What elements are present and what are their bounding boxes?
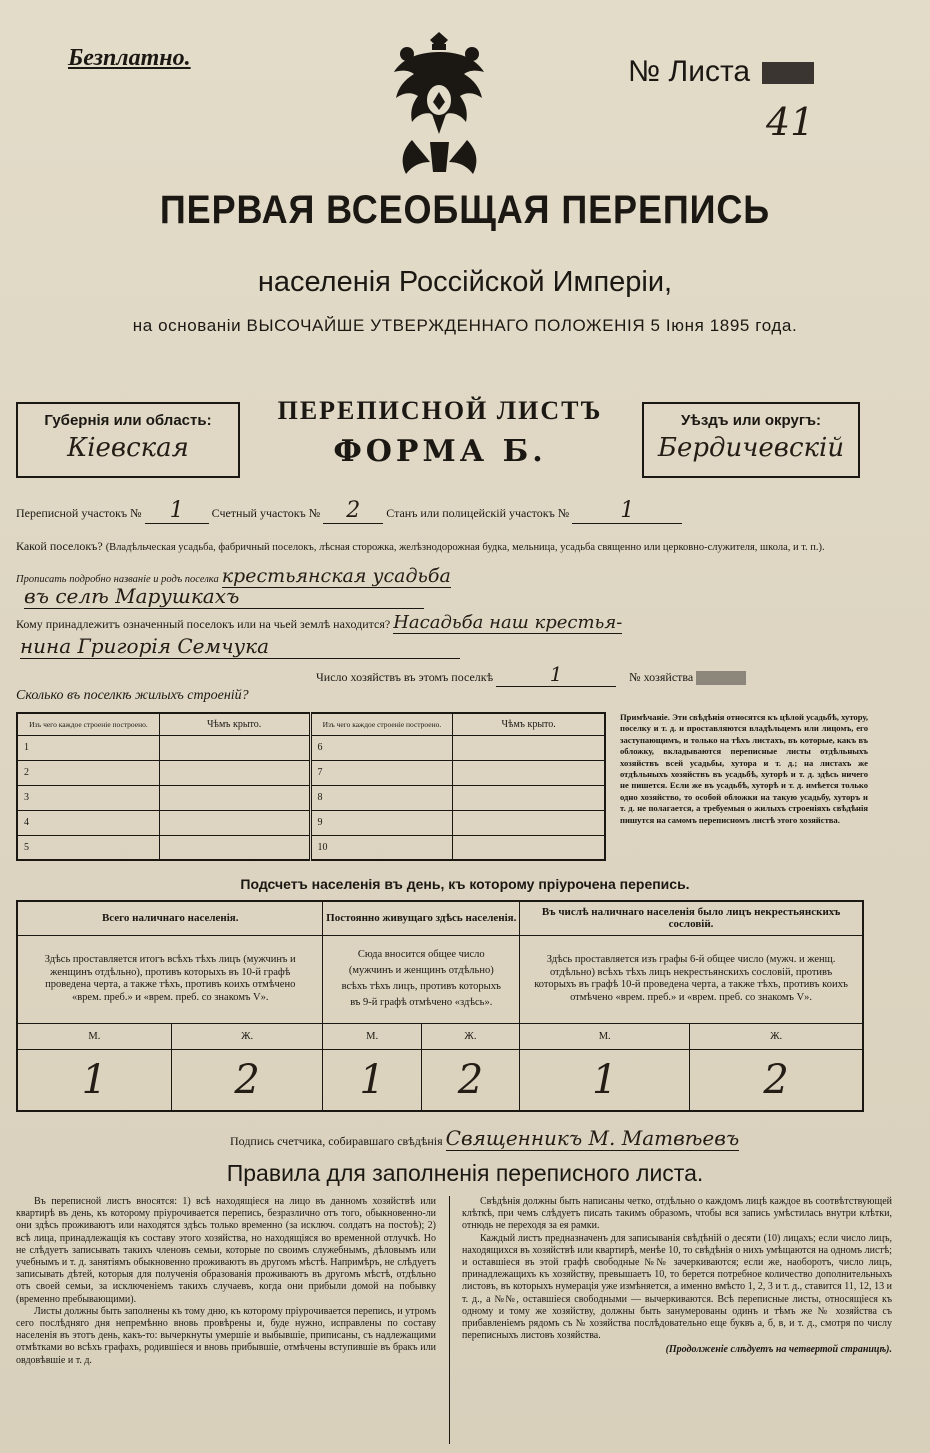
population-col1-head: Всего наличнаго населенія. bbox=[17, 901, 323, 935]
document-basis-line: на основаніи ВЫСОЧАЙШЕ УТВЕРЖДЕННАГО ПОЛОЖЕНІЯ 5 Іюня 1895 года. bbox=[132, 316, 798, 335]
rules-right-column bbox=[462, 1196, 892, 1357]
sheet-number bbox=[628, 55, 814, 89]
owner-value-2: нина Григорія Семчука bbox=[20, 634, 460, 659]
population-col2-text: Сюда вносится общее число (мужчинъ и женщинъ отдѣльно) всѣхъ тѣхъ лицъ, противъ которыхъ въ 9-й графѣ отмѣчено «здѣсь». bbox=[323, 935, 520, 1023]
settlement-instruction: Прописать подробно названіе и родъ поселка bbox=[16, 574, 219, 585]
household-number-stamp bbox=[696, 671, 746, 685]
governorate-label: Губернія или область: bbox=[44, 412, 212, 429]
owner-row bbox=[16, 612, 866, 633]
population-col2-head: Постоянно живущаго здѣсь населенія. bbox=[323, 901, 520, 935]
buildings-row: 4 9 bbox=[17, 810, 605, 835]
buildings-row: 5 10 bbox=[17, 835, 605, 860]
population-heading: Подсчетъ населенія въ день, къ которому пріурочена перепись. bbox=[240, 876, 690, 892]
signature-value: Священникъ М. Матвѣевъ bbox=[445, 1126, 740, 1150]
rules-right-paragraph-1: Свѣдѣнія должны быть написаны четко, отдѣльно о каждомъ лицѣ каждое въ соотвѣтствующей клѣткѣ, при чемъ слѣдуетъ писать такимъ образомъ, чтобы вся запись умѣстилась внутри клѣтки, отнюдь не переходя за ея рамки. bbox=[462, 1196, 892, 1232]
buildings-col-material-2: Изъ чего каждое строеніе построено. bbox=[310, 713, 453, 735]
signature-label: Подпись счетчика, собиравшаго свѣдѣнія bbox=[230, 1134, 443, 1148]
population-col3-text: Здѣсь проставляется изъ графы 6-й общее число (мужч. и женщ. отдѣльно) всѣхъ тѣхъ лицъ некрестьянскихъ сословій, противъ которыхъ въ графѣ 10-й проведена черта, а также тѣхъ, противъ коихъ отмѣчено «врем. преб.» и «врем. преб. со знакомъ V». bbox=[520, 935, 863, 1023]
settlement-value-1: крестьянская усадьба bbox=[221, 565, 451, 587]
free-label: Безплатно. bbox=[68, 45, 191, 71]
population-table bbox=[16, 900, 864, 1112]
households-value: 1 bbox=[496, 662, 616, 687]
settlement-question: Какой поселокъ? bbox=[16, 539, 103, 553]
rules-right-paragraph-2: Каждый листъ предназначенъ для записыванія свѣдѣній о десяти (10) лицахъ; если число лицъ, находящихся въ хозяйствѣ или квартирѣ, менѣе 10, то свѣдѣнія о нихъ умѣщаются на одномъ листѣ; и оставшіеся въ этой графѣ свободные №№ зачеркиваются; если же, наоборотъ, число лицъ, принадлежащихъ къ хозяйству, превышаетъ 10, то берется потребное количество дополнительныхъ листовъ, въ которыхъ нумерація уже измѣняется, а именно вмѣсто 1, 2, 3 и т. д., ставится 11, 12, 13 и т. д., а №№, оставшіеся свободными — вычеркиваются. Всѣ переписные листы, относящіеся къ одному и тому же хозяйству, должны быть занумерованы одинъ и тѣмъ же № хозяйства съ прибавленіемъ рядомъ съ № хозяйства послѣдовательно еще буквъ а, б, в, и т. д., смотря по числу переписныхъ листовъ хозяйства. bbox=[462, 1232, 892, 1342]
rules-left-column bbox=[16, 1196, 436, 1367]
governorate-value: Кіевская bbox=[67, 433, 189, 463]
owner-value-1: Насадьба наш крестья- bbox=[393, 612, 623, 633]
population-col3-f-value: 2 bbox=[690, 1049, 863, 1111]
buildings-question: Сколько въ поселкѣ жилыхъ строеній? bbox=[16, 688, 249, 703]
stan-label: Станъ или полицейскій участокъ № bbox=[386, 506, 570, 520]
count-district-value: 2 bbox=[323, 498, 383, 524]
document-title: ПЕРВАЯ ВСЕОБЩАЯ ПЕРЕПИСЬ bbox=[159, 188, 771, 232]
sheet-number-label: № Листа bbox=[628, 55, 751, 88]
population-col3-head: Въ числѣ наличнаго населенія было лицъ некрестьянскихъ сословій. bbox=[520, 901, 863, 935]
population-col2-m-label: М. bbox=[323, 1023, 421, 1049]
double-headed-eagle-emblem-icon bbox=[372, 30, 507, 185]
governorate-box bbox=[16, 402, 240, 478]
district-row bbox=[16, 498, 856, 524]
buildings-row: 2 7 bbox=[17, 760, 605, 785]
census-list-title: ПЕРЕПИСНОЙ ЛИСТЪ bbox=[277, 396, 603, 425]
population-col2-m-value: 1 bbox=[323, 1049, 421, 1111]
rules-divider bbox=[449, 1196, 450, 1444]
sheet-number-handwritten: 41 bbox=[766, 100, 815, 144]
population-col1-f-value: 2 bbox=[171, 1049, 323, 1111]
owner-question: Кому принадлежитъ означенный поселокъ или на чьей землѣ находится? bbox=[16, 617, 391, 631]
document-subtitle: населенія Россійской Имперіи, bbox=[257, 266, 673, 298]
population-col3-f-label: Ж. bbox=[690, 1023, 863, 1049]
buildings-row: 3 8 bbox=[17, 785, 605, 810]
rules-title: Правила для заполненія переписного листа. bbox=[226, 1160, 704, 1186]
household-number-label: № хозяйства bbox=[629, 670, 694, 684]
buildings-col-roof: Чѣмъ крыто. bbox=[159, 713, 310, 735]
buildings-row: 1 6 bbox=[17, 735, 605, 760]
census-district-label: Переписной участокъ № bbox=[16, 506, 142, 520]
population-col1-text: Здѣсь проставляется итогъ всѣхъ тѣхъ лицъ (мужчинъ и женщинъ отдѣльно), противъ которыхъ въ 10-й графѣ проведена черта, а также тѣхъ, противъ коихъ отмѣчено «врем. преб.» и «врем. преб. со знакомъ V». bbox=[17, 935, 323, 1023]
population-col3-m-value: 1 bbox=[520, 1049, 690, 1111]
form-b-title: ФОРМА Б. bbox=[333, 434, 547, 469]
rules-continued: (Продолженіе слѣдуетъ на четвертой страницѣ). bbox=[665, 1344, 892, 1356]
population-col3-m-label: М. bbox=[520, 1023, 690, 1049]
rules-left-paragraph-2: Листы должны быть заполнены къ тому дню, къ которому пріурочивается перепись, и утромъ сего послѣдняго дня непремѣнно вновь провѣрены и, буде нужно, исправлены по составу населенія въ этотъ день, какъ-то: вычеркнуты умершіе и выбывшіе, приписаны, съ надлежащими отмѣтками во всѣхъ графахъ, родившіеся и вновь прибывшіе, отмѣчены вступившіе въ бракъ или овдовѣвшіе и т. д. bbox=[16, 1305, 436, 1366]
note-head: Примѣчаніе. bbox=[620, 712, 670, 722]
population-col1-m-label: М. bbox=[17, 1023, 171, 1049]
buildings-table bbox=[16, 712, 606, 861]
households-label: Число хозяйствъ въ этомъ поселкѣ bbox=[316, 670, 494, 684]
uezd-value: Бердичевскій bbox=[657, 433, 845, 463]
buildings-note bbox=[620, 712, 868, 826]
population-col1-m-value: 1 bbox=[17, 1049, 171, 1111]
census-district-value: 1 bbox=[145, 498, 209, 524]
settlement-value-2: въ селѣ Марушкахъ bbox=[24, 584, 424, 609]
population-col2-f-label: Ж. bbox=[421, 1023, 519, 1049]
buildings-col-material: Изъ чего каждое строеніе построено. bbox=[17, 713, 159, 735]
population-col2-f-value: 2 bbox=[421, 1049, 519, 1111]
uezd-label: Уѣздъ или округъ: bbox=[680, 412, 822, 429]
buildings-col-roof-2: Чѣмъ крыто. bbox=[453, 713, 605, 735]
households-row bbox=[316, 662, 856, 687]
sheet-number-stamp bbox=[762, 62, 814, 84]
note-text: Эти свѣдѣнія относятся къ цѣлой усадьбѣ, хутору, поселку и т. д. и проставляются владѣльцемъ или лицомъ, его заступающимъ, и только на тѣхъ листахъ, въ которые, какъ въ обложку, вкладываются переписные листы отдѣльныхъ хозяйствъ всей усадьбы, хутора и т. д.; на листахъ же отдѣльныхъ хозяйствъ въ усадьбѣ, хуторѣ и т. д. здѣсь ничего не пишется. Если же въ усадьбѣ, хуторѣ и т. д. имѣется только одно хозяйство, то особой обложки на такую усадьбу, хуторъ и т. д. не полагается, а требуемыя о жилыхъ строеніяхъ свѣдѣнія пишутся на самомъ переписномъ листѣ этого хозяйства. bbox=[620, 712, 868, 825]
stan-value: 1 bbox=[572, 498, 682, 524]
uezd-box bbox=[642, 402, 860, 478]
settlement-hint: (Владѣльческая усадьба, фабричный поселокъ, лѣсная сторожка, желѣзнодорожная будка, мельница, усадьба священно или церковно-служителя, школа, и т. п.). bbox=[105, 542, 825, 553]
signature-row bbox=[230, 1126, 920, 1150]
rules-left-paragraph-1: Въ переписной листъ вносятся: 1) всѣ находящіеся на лицо въ данномъ хозяйствѣ или квартирѣ въ день, къ которому пріурочивается перепись, безразлично отъ того, обыкновенно-ли они здѣсь проживаютъ или находятся здѣсь только временно (за исключ. солдатъ на постоѣ); 2) всѣ лица, принадлежащія къ составу этого хозяйства, но находящіяся во временной отлучкѣ. Но не слѣдуетъ записывать такихъ членовъ семьи, которые по своимъ служебнымъ, дѣловымъ или учебнымъ и т. д. занятіямъ обыкновенно проживаютъ въ другомъ мѣстѣ. Напримѣръ, не слѣдуетъ записывать дѣтей, которыя для полученія образованія проживаютъ въ другомъ мѣстѣ, отдѣльно отъ своей семьи, за исключеніемъ такихъ случаевъ, когда они прибыли домой на побывку (временно пребывающими). bbox=[16, 1196, 436, 1305]
count-district-label: Счетный участокъ № bbox=[211, 506, 321, 520]
population-col1-f-label: Ж. bbox=[171, 1023, 323, 1049]
